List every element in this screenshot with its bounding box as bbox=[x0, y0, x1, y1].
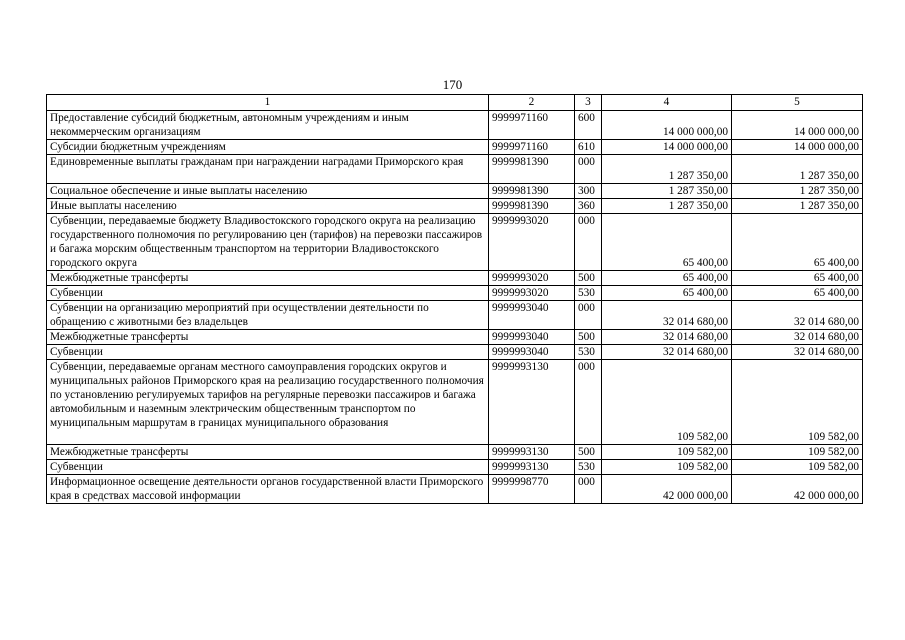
row-sub-code: 500 bbox=[575, 271, 602, 286]
row-code: 9999993040 bbox=[489, 301, 575, 330]
row-amount-1: 109 582,00 bbox=[602, 445, 732, 460]
row-code: 9999981390 bbox=[489, 155, 575, 184]
row-name: Единовременные выплаты гражданам при награждении наградами Приморского края bbox=[47, 155, 489, 184]
row-code: 9999993020 bbox=[489, 286, 575, 301]
row-amount-1: 32 014 680,00 bbox=[602, 345, 732, 360]
row-name: Субвенции bbox=[47, 286, 489, 301]
row-amount-1: 65 400,00 bbox=[602, 286, 732, 301]
table-row bbox=[47, 140, 863, 155]
row-amount-1: 109 582,00 bbox=[602, 360, 732, 445]
row-name: Межбюджетные трансферты bbox=[47, 271, 489, 286]
header-cell-4: 4 bbox=[602, 95, 732, 111]
row-code: 9999981390 bbox=[489, 199, 575, 214]
row-amount-1: 14 000 000,00 bbox=[602, 140, 732, 155]
row-sub-code: 500 bbox=[575, 445, 602, 460]
row-sub-code: 000 bbox=[575, 155, 602, 184]
row-name: Межбюджетные трансферты bbox=[47, 445, 489, 460]
row-amount-1: 14 000 000,00 bbox=[602, 111, 732, 140]
row-amount-1: 32 014 680,00 bbox=[602, 301, 732, 330]
row-amount-2: 109 582,00 bbox=[732, 360, 863, 445]
row-amount-2: 109 582,00 bbox=[732, 460, 863, 475]
row-sub-code: 600 bbox=[575, 111, 602, 140]
row-sub-code: 000 bbox=[575, 301, 602, 330]
row-code: 9999971160 bbox=[489, 111, 575, 140]
row-amount-2: 65 400,00 bbox=[732, 271, 863, 286]
row-name: Субвенции, передаваемые органам местного самоуправления городских округов и муниципальных районов Приморского края на реализацию государственного полномочия по установлению регулируемых тарифов на регулярные перевозки пассажиров и багажа автомобильным и наземным электрическим общественным транспортом по муниципальным маршрутам в границах муниципального образования bbox=[47, 360, 489, 445]
table-row bbox=[47, 184, 863, 199]
row-name: Межбюджетные трансферты bbox=[47, 330, 489, 345]
row-sub-code: 360 bbox=[575, 199, 602, 214]
row-code: 9999993130 bbox=[489, 360, 575, 445]
table-row bbox=[47, 155, 863, 184]
row-sub-code: 000 bbox=[575, 475, 602, 504]
row-code: 9999993130 bbox=[489, 460, 575, 475]
row-code: 9999993020 bbox=[489, 271, 575, 286]
row-code: 9999998770 bbox=[489, 475, 575, 504]
table-row bbox=[47, 360, 863, 445]
budget-table bbox=[46, 94, 863, 504]
table-row bbox=[47, 445, 863, 460]
row-amount-2: 65 400,00 bbox=[732, 286, 863, 301]
row-sub-code: 530 bbox=[575, 460, 602, 475]
row-amount-1: 32 014 680,00 bbox=[602, 330, 732, 345]
table-row bbox=[47, 111, 863, 140]
row-amount-2: 1 287 350,00 bbox=[732, 155, 863, 184]
row-amount-1: 1 287 350,00 bbox=[602, 199, 732, 214]
row-amount-2: 1 287 350,00 bbox=[732, 199, 863, 214]
table-row bbox=[47, 199, 863, 214]
row-name: Предоставление субсидий бюджетным, автономным учреждениям и иным некоммерческим организациям bbox=[47, 111, 489, 140]
row-amount-1: 1 287 350,00 bbox=[602, 184, 732, 199]
row-code: 9999993130 bbox=[489, 445, 575, 460]
table-row bbox=[47, 214, 863, 271]
row-sub-code: 000 bbox=[575, 214, 602, 271]
row-amount-2: 14 000 000,00 bbox=[732, 140, 863, 155]
row-amount-2: 42 000 000,00 bbox=[732, 475, 863, 504]
row-amount-2: 109 582,00 bbox=[732, 445, 863, 460]
row-name: Иные выплаты населению bbox=[47, 199, 489, 214]
row-name: Субвенции, передаваемые бюджету Владивостокского городского округа на реализацию государственного полномочия по регулированию цен (тарифов) на перевозки пассажиров и багажа морским общественным транспортом на территории Владивостокского городского округа bbox=[47, 214, 489, 271]
row-sub-code: 530 bbox=[575, 345, 602, 360]
row-sub-code: 000 bbox=[575, 360, 602, 445]
row-code: 9999993020 bbox=[489, 214, 575, 271]
row-amount-2: 65 400,00 bbox=[732, 214, 863, 271]
row-sub-code: 610 bbox=[575, 140, 602, 155]
table-row bbox=[47, 271, 863, 286]
header-cell-5: 5 bbox=[732, 95, 863, 111]
header-cell-2: 2 bbox=[489, 95, 575, 111]
header-cell-3: 3 bbox=[575, 95, 602, 111]
row-name: Субсидии бюджетным учреждениям bbox=[47, 140, 489, 155]
row-amount-2: 1 287 350,00 bbox=[732, 184, 863, 199]
header-cell-1: 1 bbox=[47, 95, 489, 111]
row-amount-1: 42 000 000,00 bbox=[602, 475, 732, 504]
row-amount-1: 65 400,00 bbox=[602, 214, 732, 271]
row-code: 9999971160 bbox=[489, 140, 575, 155]
row-code: 9999993040 bbox=[489, 345, 575, 360]
row-amount-2: 14 000 000,00 bbox=[732, 111, 863, 140]
row-amount-1: 109 582,00 bbox=[602, 460, 732, 475]
row-name: Субвенции bbox=[47, 345, 489, 360]
table-row bbox=[47, 301, 863, 330]
table-row bbox=[47, 475, 863, 504]
row-code: 9999981390 bbox=[489, 184, 575, 199]
row-name: Информационное освещение деятельности органов государственной власти Приморского края в средствах массовой информации bbox=[47, 475, 489, 504]
page-number: 170 bbox=[442, 77, 463, 92]
row-amount-2: 32 014 680,00 bbox=[732, 330, 863, 345]
table-row bbox=[47, 460, 863, 475]
row-code: 9999993040 bbox=[489, 330, 575, 345]
row-amount-1: 65 400,00 bbox=[602, 271, 732, 286]
table-row bbox=[47, 345, 863, 360]
table-header-row bbox=[47, 95, 863, 111]
row-name: Социальное обеспечение и иные выплаты населению bbox=[47, 184, 489, 199]
row-sub-code: 300 bbox=[575, 184, 602, 199]
table-row bbox=[47, 330, 863, 345]
row-name: Субвенции bbox=[47, 460, 489, 475]
row-amount-2: 32 014 680,00 bbox=[732, 345, 863, 360]
row-sub-code: 500 bbox=[575, 330, 602, 345]
row-amount-2: 32 014 680,00 bbox=[732, 301, 863, 330]
table-row bbox=[47, 286, 863, 301]
row-sub-code: 530 bbox=[575, 286, 602, 301]
row-amount-1: 1 287 350,00 bbox=[602, 155, 732, 184]
table-body bbox=[47, 111, 863, 504]
row-name: Субвенции на организацию мероприятий при осуществлении деятельности по обращению с животными без владельцев bbox=[47, 301, 489, 330]
